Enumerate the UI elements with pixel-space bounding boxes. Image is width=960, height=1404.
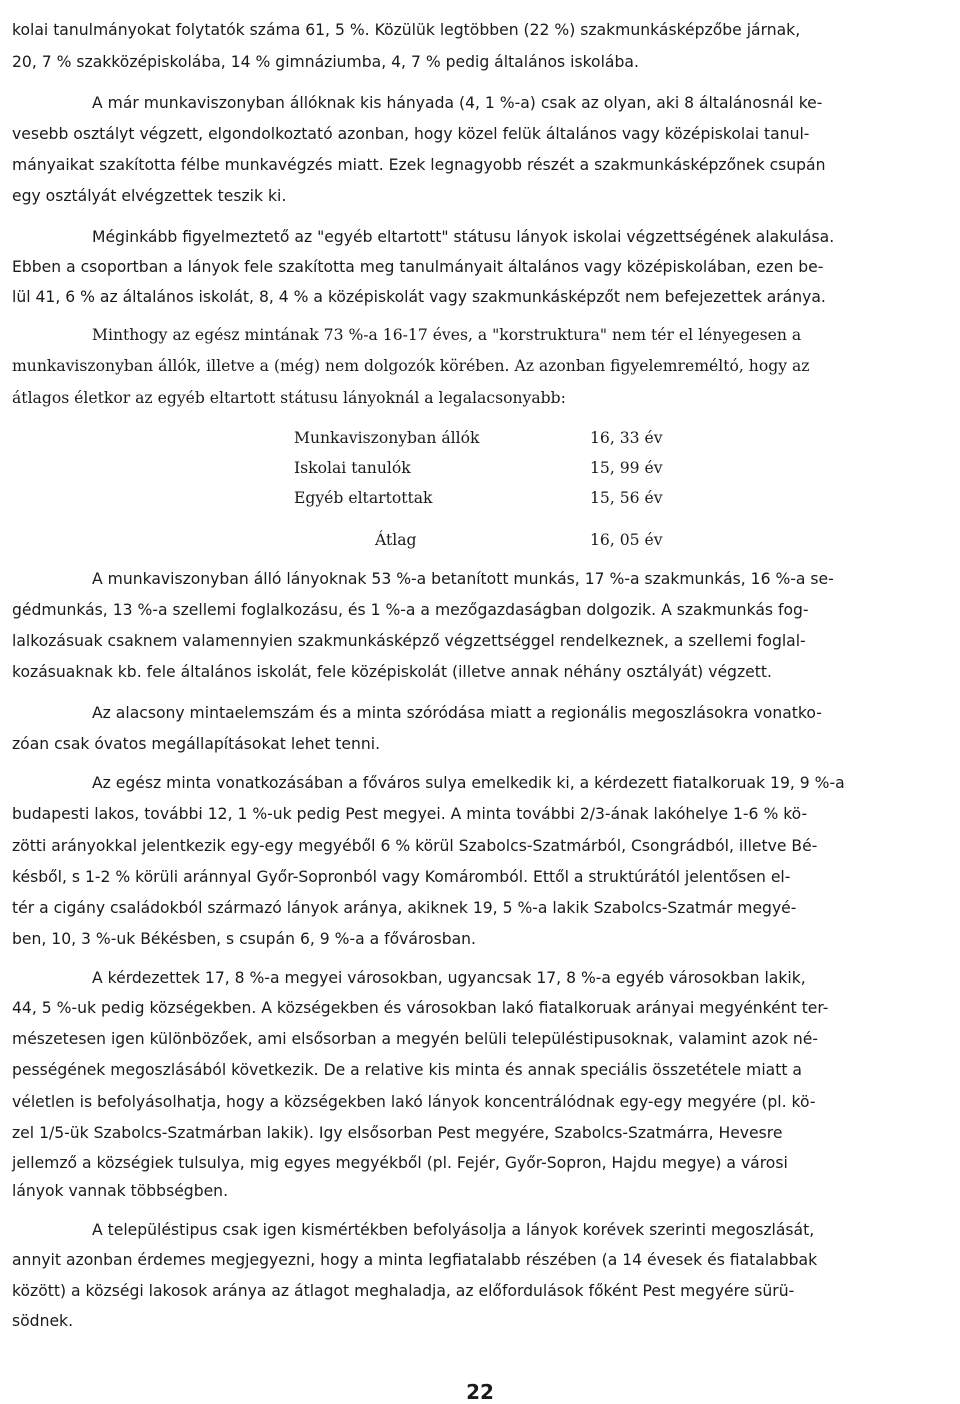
- text-line: mészetesen igen különbözőek, ami elsősorban a megyén belüli településtipusoknak, valamint azok né-: [12, 1030, 818, 1048]
- text-line: annyit azonban érdemes megjegyezni, hogy a minta legfiatalabb részében (a 14 évesek és fiatalabbak: [12, 1251, 818, 1269]
- text-line: között) a községi lakosok aránya az átlagot meghaladja, az előfordulások főként Pest megyére sürü-: [12, 1282, 795, 1300]
- text-line: zóan csak óvatos megállapításokat lehet tenni.: [12, 735, 381, 753]
- text-line: munkaviszonyban állók, illetve a (még) nem dolgozók körében. Az azonban figyelemreméltó, hogy az: [12, 357, 810, 375]
- text-line: véletlen is befolyásolhatja, hogy a községekben lakó lányok koncentrálódnak egy-egy megyére (pl. kö-: [12, 1093, 816, 1111]
- text-line: tér a cigány családokból származó lányok aránya, akiknek 19, 5 %-a lakik Szabolcs-Szatmár megyé-: [12, 899, 797, 917]
- age-table-value: 15, 56 év: [590, 489, 663, 507]
- age-table-average-value: 16, 05 év: [590, 531, 663, 549]
- text-line: Ebben a csoportban a lányok fele szakította meg tanulmányait általános vagy középiskolában, ezen be-: [12, 258, 824, 276]
- text-line: zel 1/5-ük Szabolcs-Szatmárban lakik). Igy elsősorban Pest megyére, Szabolcs-Szatmárra, Hevesre: [12, 1124, 783, 1142]
- age-table-label: Egyéb eltartottak: [294, 489, 433, 507]
- text-line: jellemző a községiek tulsulya, mig egyes megyékből (pl. Fejér, Győr-Sopron, Hajdu megye) a városi: [12, 1154, 788, 1172]
- text-line: gédmunkás, 13 %-a szellemi foglalkozásu, és 1 %-a a mezőgazdaságban dolgozik. A szakmunkás fog-: [12, 601, 809, 619]
- text-line: átlagos életkor az egyéb eltartott státusu lányoknál a legalacsonyabb:: [12, 389, 566, 407]
- text-line: zötti arányokkal jelentkezik egy-egy megyéből 6 % körül Szabolcs-Szatmárból, Csongrádból, illetve Bé-: [12, 837, 818, 855]
- text-line: södnek.: [12, 1312, 74, 1330]
- text-line: budapesti lakos, további 12, 1 %-uk pedig Pest megyei. A minta további 2/3-ának lakóhelye 1-6 % kö-: [12, 805, 808, 823]
- text-line: 20, 7 % szakközépiskolába, 14 % gimnáziumba, 4, 7 % pedig általános iskolába.: [12, 53, 639, 71]
- text-line: Minthogy az egész mintának 73 %-a 16-17 éves, a "korstruktura" nem tér el lényegesen a: [92, 326, 802, 344]
- age-table-average-label: Átlag: [375, 531, 417, 549]
- text-line: pességének megoszlásából következik. De a relative kis minta és annak speciális összetétele miatt a: [12, 1061, 802, 1079]
- text-line: lül 41, 6 % az általános iskolát, 8, 4 % a középiskolát vagy szakmunkásképzőt nem befejezettek aránya.: [12, 288, 826, 306]
- text-line: lalkozásuak csaknem valamennyien szakmunkásképző végzettséggel rendelkeznek, a szellemi foglal-: [12, 632, 806, 650]
- text-line: Az alacsony mintaelemszám és a minta szóródása miatt a regionális megoszlásokra vonatko-: [92, 704, 822, 722]
- text-line: A már munkaviszonyban állóknak kis hányada (4, 1 %-a) csak az olyan, aki 8 általánosnál ke-: [92, 94, 823, 112]
- text-line: kolai tanulmányokat folytatók száma 61, 5 %. Közülük legtöbben (22 %) szakmunkásképzőbe járnak,: [12, 21, 801, 39]
- age-table-label: Munkaviszonyban állók: [294, 429, 480, 447]
- text-line: vesebb osztályt végzett, elgondolkoztató azonban, hogy közel felük általános vagy középiskolai tanul-: [12, 125, 810, 143]
- age-table-label: Iskolai tanulók: [294, 459, 411, 477]
- text-line: mányaikat szakította félbe munkavégzés miatt. Ezek legnagyobb részét a szakmunkásképzőnek csupán: [12, 156, 826, 174]
- age-table-value: 15, 99 év: [590, 459, 663, 477]
- text-line: Méginkább figyelmeztető az "egyéb eltartott" státusu lányok iskolai végzettségének alakulása.: [92, 228, 835, 246]
- page-number: 22: [466, 1380, 494, 1404]
- text-line: A településtipus csak igen kismértékben befolyásolja a lányok korévek szerinti megoszlását,: [92, 1221, 815, 1239]
- text-line: egy osztályát elvégzettek teszik ki.: [12, 187, 287, 205]
- text-line: ben, 10, 3 %-uk Békésben, s csupán 6, 9 %-a a fővárosban.: [12, 930, 476, 948]
- text-line: 44, 5 %-uk pedig községekben. A községekben és városokban lakó fiatalkoruak arányai megyénként ter-: [12, 999, 829, 1017]
- text-line: kozásuaknak kb. fele általános iskolát, fele középiskolát (illetve annak néhány osztályát) végzett.: [12, 663, 772, 681]
- text-line: A kérdezettek 17, 8 %-a megyei városokban, ugyancsak 17, 8 %-a egyéb városokban lakik,: [92, 969, 806, 987]
- text-line: Az egész minta vonatkozásában a főváros sulya emelkedik ki, a kérdezett fiatalkoruak 19, 9 %-a: [92, 774, 845, 792]
- text-line: A munkaviszonyban álló lányoknak 53 %-a betanított munkás, 17 %-a szakmunkás, 16 %-a se-: [92, 570, 834, 588]
- age-table-value: 16, 33 év: [590, 429, 663, 447]
- text-line: lányok vannak többségben.: [12, 1182, 229, 1200]
- text-line: késből, s 1-2 % körüli aránnyal Győr-Sopronból vagy Komáromból. Ettől a struktúrától jelentősen el-: [12, 868, 791, 886]
